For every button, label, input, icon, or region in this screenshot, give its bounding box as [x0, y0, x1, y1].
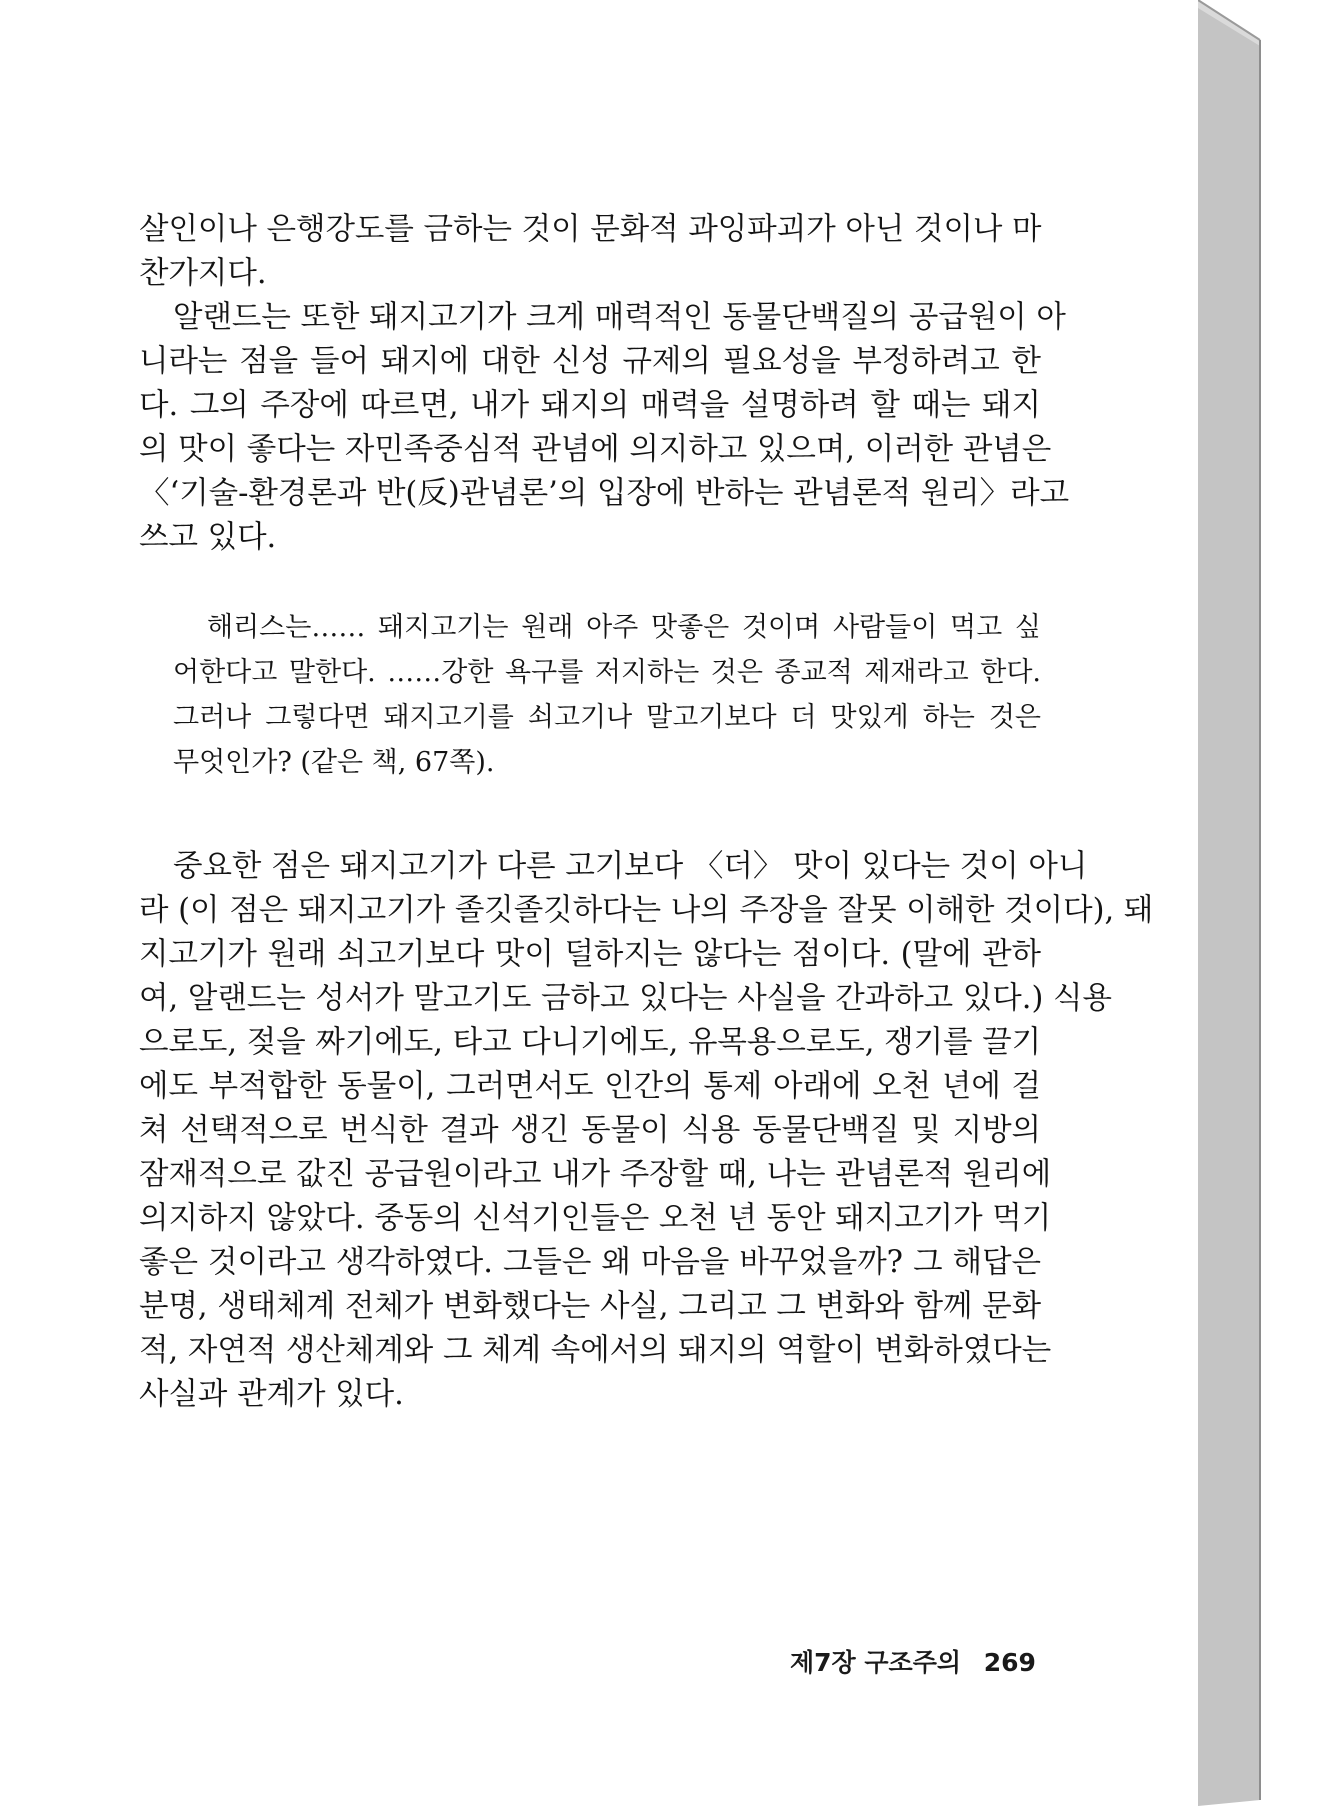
- text-line: 좋은 것이라고 생각하였다. 그들은 왜 마음을 바꾸었을까? 그 해답은: [139, 1245, 1041, 1280]
- paragraph-1: [139, 208, 1041, 296]
- text-line: 의 맛이 좋다는 자민족중심적 관념에 의지하고 있으며, 이러한 관념은: [139, 432, 1052, 467]
- page-number: 269: [983, 1648, 1036, 1677]
- text-line: 알랜드는 또한 돼지고기가 크게 매력적인 동물단백질의 공급원이 아: [173, 300, 1066, 335]
- quote-line: 해리스는…… 돼지고기는 원래 아주 맛좋은 것이며 사람들이 먹고 싶: [207, 612, 1041, 643]
- text-line: 여, 알랜드는 성서가 말고기도 금하고 있다는 사실을 간과하고 있다.) 식용: [139, 981, 1112, 1016]
- quote-line: 어한다고 말한다. ……강한 욕구를 저지하는 것은 종교적 제재라고 한다.: [173, 657, 1041, 688]
- text-line: 쓰고 있다.: [139, 520, 277, 555]
- text-line: 라 (이 점은 돼지고기가 졸깃졸깃하다는 나의 주장을 잘못 이해한 것이다), 돼: [139, 893, 1154, 928]
- text-line: 의지하지 않았다. 중동의 신석기인들은 오천 년 동안 돼지고기가 먹기: [139, 1201, 1052, 1236]
- text-line: 니라는 점을 들어 돼지에 대한 신성 규제의 필요성을 부정하려고 한: [139, 344, 1041, 379]
- text-line: 살인이나 은행강도를 금하는 것이 문화적 과잉파괴가 아닌 것이나 마: [139, 212, 1042, 247]
- quote-line: 그러나 그렇다면 돼지고기를 쇠고기나 말고기보다 더 맛있게 하는 것은: [173, 702, 1041, 733]
- block-quote: [173, 607, 1041, 783]
- paragraph-3: [139, 845, 1154, 1417]
- paragraph-2: [139, 296, 1070, 560]
- text-line: 으로도, 젖을 짜기에도, 타고 다니기에도, 유목용으로도, 쟁기를 끌기: [139, 1025, 1042, 1060]
- text-line: 지고기가 원래 쇠고기보다 맛이 덜하지는 않다는 점이다. (말에 관하: [139, 937, 1041, 972]
- page-footer: [790, 1643, 1036, 1679]
- text-line: 분명, 생태체계 전체가 변화했다는 사실, 그리고 그 변화와 함께 문화: [139, 1289, 1042, 1324]
- text-line: 〈‘기술-환경론과 반(反)관념론’의 입장에 반하는 관념론적 원리〉라고: [139, 476, 1070, 511]
- text-line: 적, 자연적 생산체계와 그 체계 속에서의 돼지의 역할이 변화하였다는: [139, 1333, 1052, 1368]
- quote-line: 무엇인가? (같은 책, 67쪽).: [173, 747, 495, 778]
- book-thickness-edge: [1198, 0, 1278, 1806]
- text-line: 쳐 선택적으로 번식한 결과 생긴 동물이 식용 동물단백질 및 지방의: [139, 1113, 1041, 1148]
- text-line: 다. 그의 주장에 따르면, 내가 돼지의 매력을 설명하려 할 때는 돼지: [139, 388, 1041, 423]
- text-line: 잠재적으로 값진 공급원이라고 내가 주장할 때, 나는 관념론적 원리에: [139, 1157, 1052, 1192]
- text-line: 에도 부적합한 동물이, 그러면서도 인간의 통제 아래에 오천 년에 걸: [139, 1069, 1041, 1104]
- page-body: [139, 208, 1154, 1417]
- text-line: 중요한 점은 돼지고기가 다른 고기보다 〈더〉 맛이 있다는 것이 아니: [173, 849, 1088, 884]
- chapter-title: 제7장 구조주의: [790, 1648, 961, 1677]
- text-line: 찬가지다.: [139, 256, 267, 291]
- text-line: 사실과 관계가 있다.: [139, 1377, 404, 1412]
